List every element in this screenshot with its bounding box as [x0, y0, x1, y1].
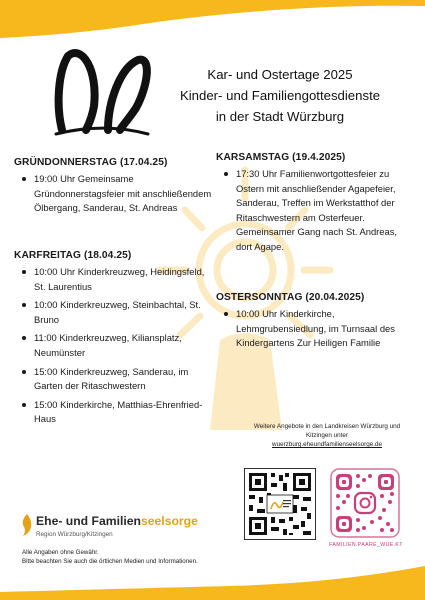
event-item: 15:00 Kinderkirche, Matthias-Ehrenfried-Haus [14, 398, 214, 427]
top-wave-decoration [0, 0, 425, 40]
event-list [14, 172, 214, 216]
footer-line-1: Alle Angaben ohne Gewähr. [22, 549, 99, 556]
logo-name-part1: Ehe- und Familien [36, 514, 141, 528]
event-list [216, 307, 412, 351]
event-item: 17:30 Uhr Familienwortgottesfeier zu Ostern mit anschließender Agapefeier, Sanderau, Treffen im Werkstatthof der Ritaschwestern am Osterfeuer. Gemeinsamer Gang nach St. Andreas, dort Agape. [216, 167, 412, 255]
footer-disclaimer [22, 548, 242, 566]
section-heading: KARFREITAG (18.04.25) [14, 250, 132, 261]
footer-line-2: Bitte beachten Sie auch die örtlichen Medien und Informationen. [22, 558, 198, 565]
bottom-wave-decoration [0, 566, 425, 600]
event-item: 10:00 Uhr Kinderkreuzweg, Heidingsfeld, St. Laurentius [14, 265, 214, 294]
event-item: 10:00 Kinderkreuzweg, Steinbachtal, St. Bruno [14, 298, 214, 327]
qr-code-icon [244, 468, 316, 540]
instagram-qr-icon [330, 468, 400, 538]
website-link[interactable]: wuerzburg.eheundfamilienseelsorge.de [272, 441, 382, 449]
organization-region: Region Würzburg/Kitzingen [36, 531, 113, 538]
flame-logo-icon [20, 512, 34, 538]
logo-name-part2: seelsorge [140, 514, 198, 528]
title-line-2: Kinder- und Familiengottesdienste [179, 88, 381, 103]
section-gruendonnerstag [14, 157, 214, 220]
section-heading: OSTERSONNTAG (20.04.2025) [216, 292, 365, 303]
section-karfreitag [14, 250, 214, 431]
more-info-text: Weitere Angebote in den Landkreisen Würzburg und Kitzingen unter [253, 423, 401, 440]
title-line-1: Kar- und Ostertage 2025 [207, 67, 353, 82]
event-list [216, 167, 412, 255]
section-heading: KARSAMSTAG (19.4.2025) [216, 152, 346, 163]
section-karsamstag [216, 152, 412, 259]
section-heading: GRÜNDONNERSTAG (17.04.25) [14, 157, 168, 168]
event-item: 11:00 Kinderkreuzweg, Kiliansplatz, Neumünster [14, 331, 214, 360]
event-item: 19:00 Uhr Gemeinsame Gründonnerstagsfeier mit anschließendem Ölbergang, Sanderau, St. Andreas [14, 172, 214, 216]
title-line-3: in der Stadt Würzburg [215, 109, 345, 124]
section-ostersonntag [216, 292, 412, 355]
bunny-ears-icon [48, 46, 156, 138]
event-item: 10:00 Uhr Kinderkirche, Lehmgrubensiedlung, im Turnsaal des Kindergartens Zur Heiligen Familie [216, 307, 412, 351]
flyer-title [150, 64, 410, 127]
event-item: 15:00 Kinderkreuzweg, Sanderau, im Garten der Ritaschwestern [14, 365, 214, 394]
more-info [252, 422, 402, 450]
organization-logo-name [36, 514, 198, 528]
event-list [14, 265, 214, 427]
instagram-handle: FAMILIEN.PAARE_WUE.KT [329, 542, 403, 548]
